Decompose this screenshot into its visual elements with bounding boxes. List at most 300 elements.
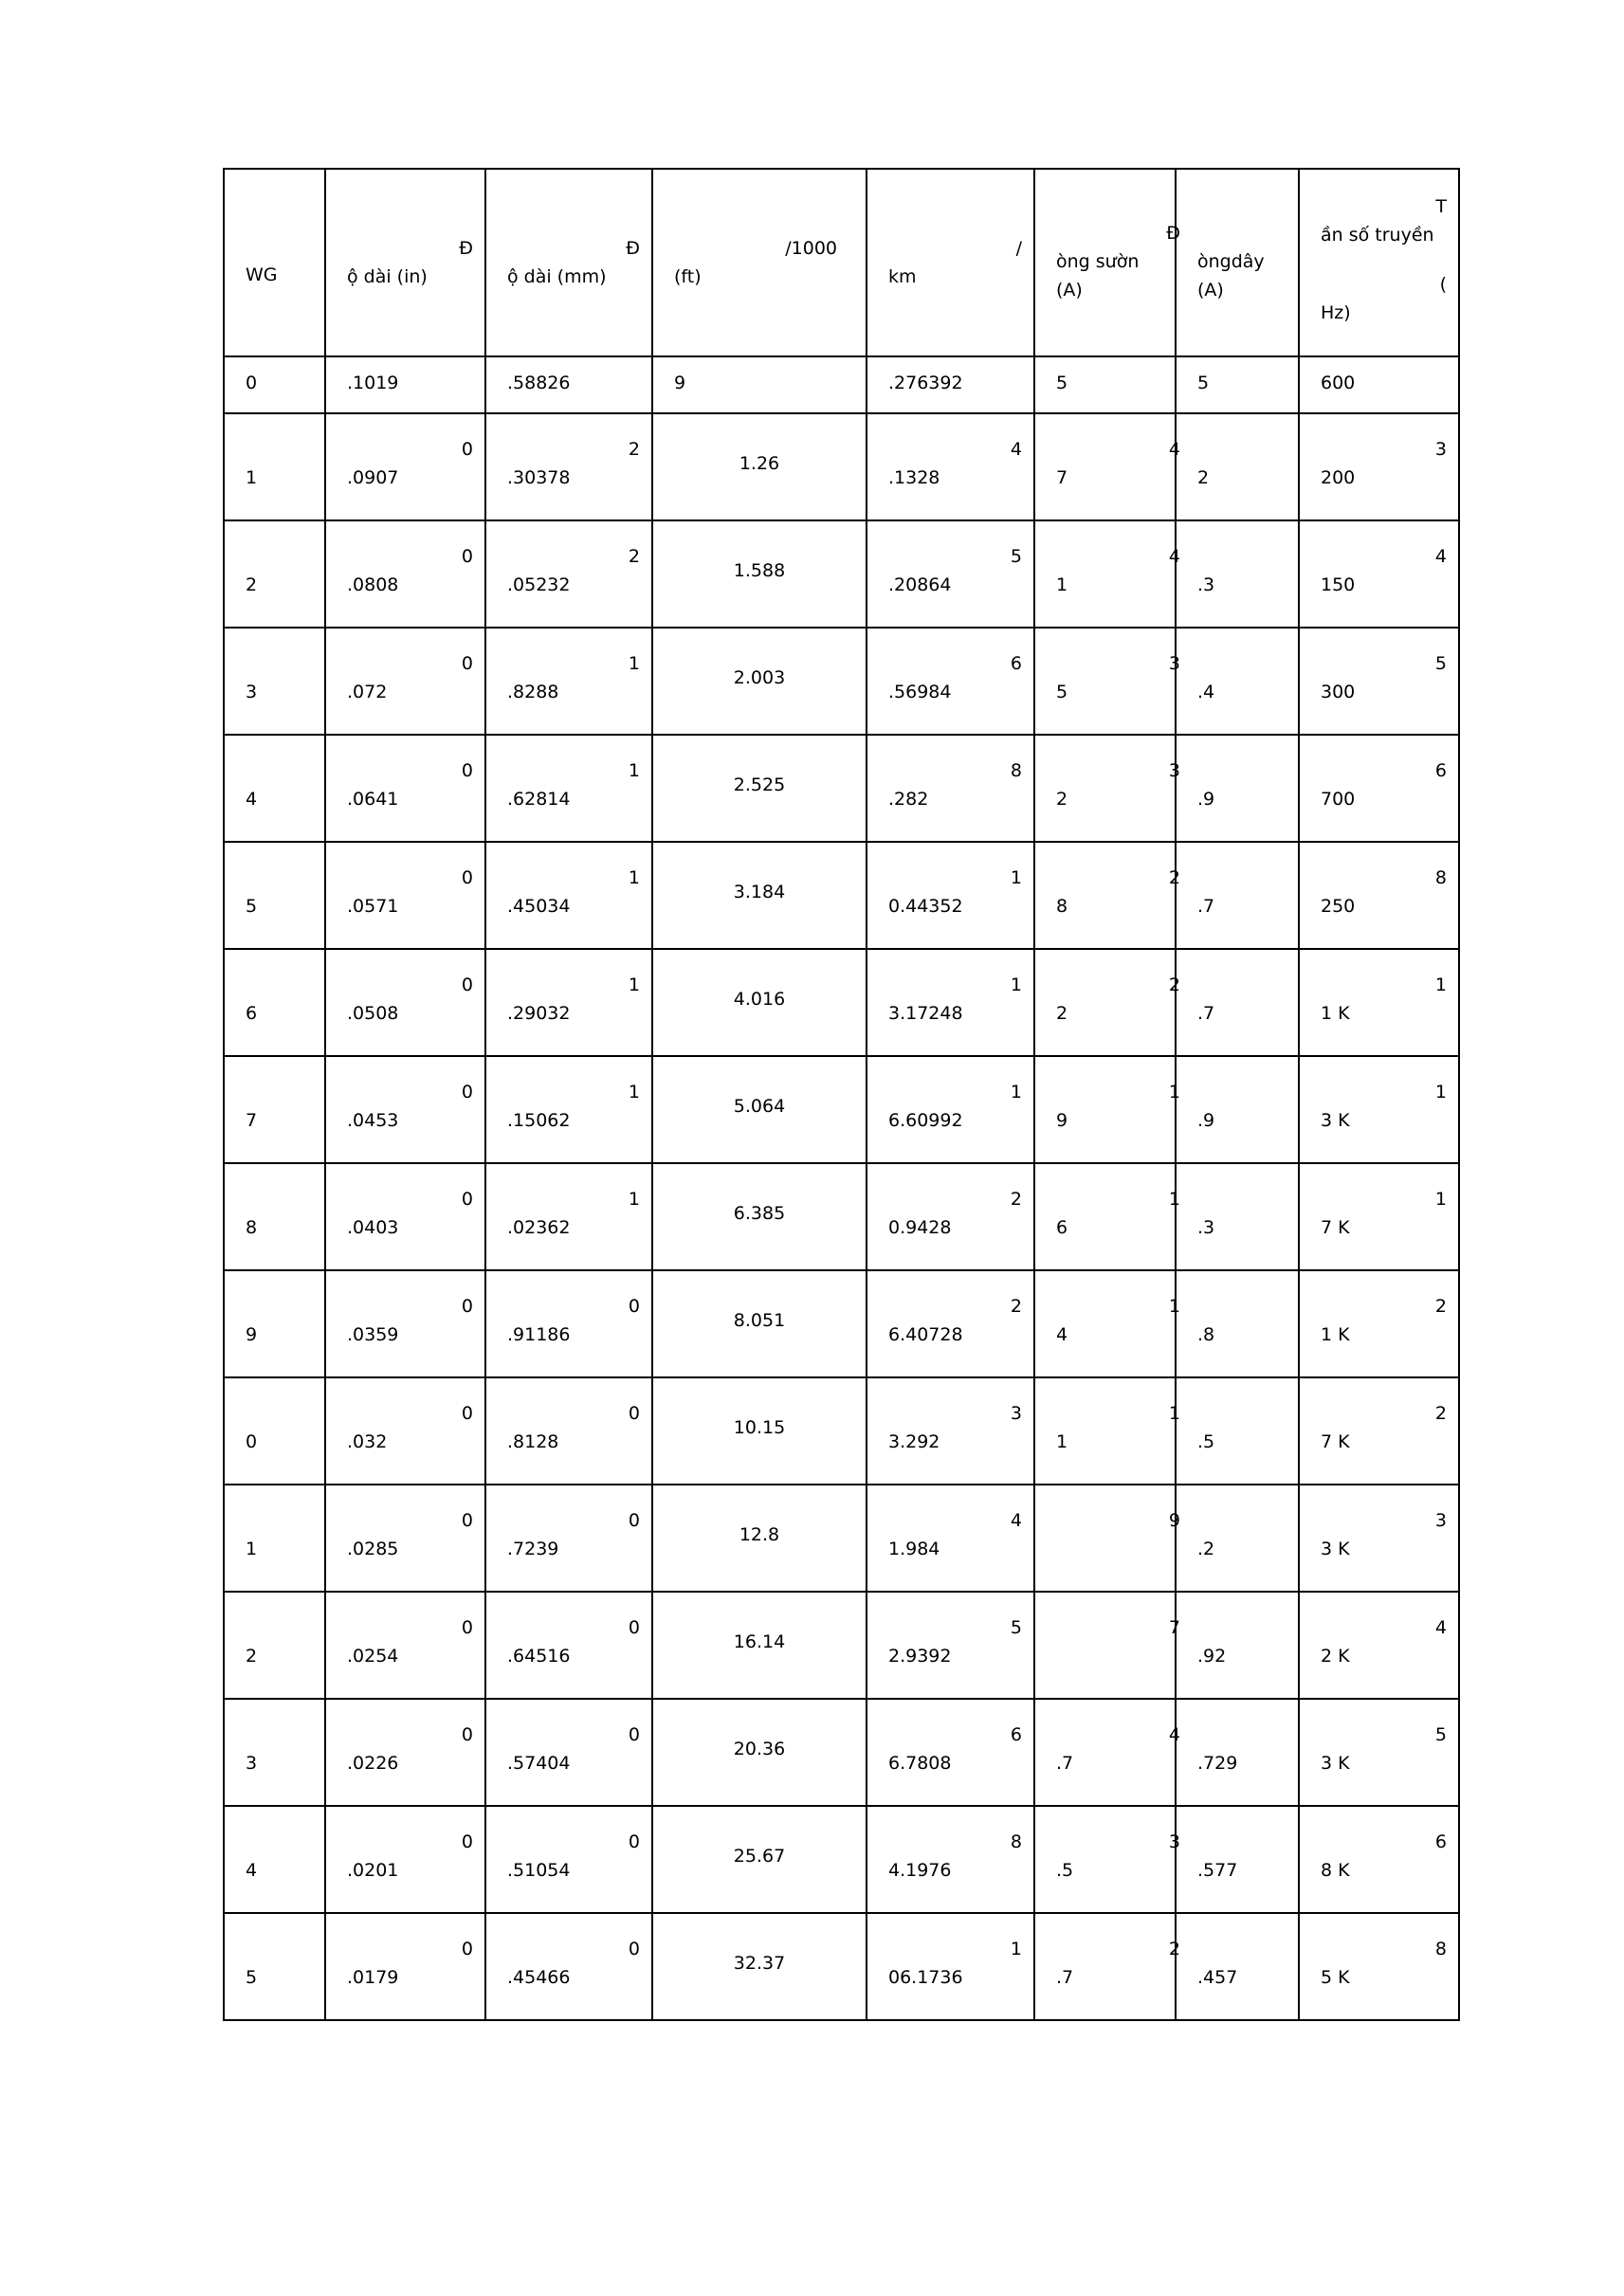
cell-wire-current — [1176, 520, 1299, 628]
cell-ohm-per-1000ft — [652, 1163, 867, 1270]
cell-wire-current — [1176, 735, 1299, 842]
header-diameter-mm-line2: ộ dài (mm) — [507, 266, 607, 287]
cell-chassis-bottom: 5 — [1056, 682, 1068, 702]
cell-awg — [224, 735, 325, 842]
table-row — [224, 1913, 1459, 2020]
cell-in-top: 0 — [461, 1831, 473, 1852]
cell-mm-bottom: .05232 — [507, 574, 571, 595]
cell-ohm-per-km — [867, 628, 1034, 735]
wire-gauge-table — [223, 168, 1460, 2021]
cell-diameter-in — [325, 1377, 485, 1485]
cell-in-bottom: .0359 — [347, 1324, 399, 1345]
table-row — [224, 1163, 1459, 1270]
cell-chassis-bottom: 2 — [1056, 1003, 1068, 1024]
cell-chassis-current — [1034, 520, 1180, 628]
table-row — [224, 1699, 1459, 1806]
cell-wire-current — [1176, 949, 1299, 1056]
cell-chassis-current — [1034, 1699, 1180, 1806]
cell-km-bottom: .56984 — [888, 682, 952, 702]
cell-frequency — [1299, 842, 1459, 949]
cell-frequency — [1299, 413, 1459, 520]
header-cell-chassis-current — [1034, 169, 1180, 356]
header-cell-ohm-per-1000ft — [652, 169, 867, 356]
cell-freq-bottom: 700 — [1321, 789, 1356, 810]
cell-mm-top: 0 — [628, 1724, 640, 1745]
cell-wire-value: .92 — [1197, 1646, 1227, 1667]
cell-freq-top: 5 — [1434, 1724, 1447, 1745]
cell-km-top: 8 — [1010, 760, 1022, 781]
cell-in-bottom: .0907 — [347, 467, 399, 488]
table-cell: 5 — [1176, 356, 1299, 413]
table-row — [224, 735, 1459, 842]
cell-ohm-per-km — [867, 1699, 1034, 1806]
cell-chassis-top: 2 — [1168, 1939, 1180, 1959]
cell-freq-bottom: 250 — [1321, 896, 1356, 917]
cell-in-bottom: .032 — [347, 1431, 388, 1452]
header-cell-frequency — [1299, 169, 1459, 356]
cell-awg — [224, 1699, 325, 1806]
cell-in-bottom: .0179 — [347, 1967, 399, 1988]
cell-in-top: 0 — [461, 439, 473, 460]
cell-frequency — [1299, 628, 1459, 735]
cell-diameter-in — [325, 628, 485, 735]
cell-km-bottom: 0.9428 — [888, 1217, 952, 1238]
cell-ohm-per-km — [867, 1270, 1034, 1377]
cell-diameter-mm — [485, 628, 652, 735]
cell-awg-value: 6 — [246, 1003, 258, 1024]
cell-mm-top: 1 — [628, 867, 640, 888]
cell-km-bottom: 6.7808 — [888, 1753, 952, 1774]
header-freq-line2: ần số truyền — [1321, 225, 1434, 246]
cell-freq-top: 8 — [1434, 867, 1447, 888]
cell-km-bottom: 06.1736 — [888, 1967, 963, 1988]
cell-km-bottom: 6.60992 — [888, 1110, 963, 1131]
cell-awg — [224, 1806, 325, 1913]
cell-awg — [224, 1592, 325, 1699]
cell-in-bottom: .0201 — [347, 1860, 399, 1881]
cell-awg-value: 5 — [246, 1967, 258, 1988]
cell-in-top: 0 — [461, 867, 473, 888]
cell-freq-top: 3 — [1434, 439, 1447, 460]
cell-diameter-mm — [485, 520, 652, 628]
cell-mm-top: 0 — [628, 1296, 640, 1317]
cell-awg-value: 3 — [246, 1753, 258, 1774]
header-ohm-km-line1: / — [1015, 238, 1022, 259]
cell-ohm-per-1000ft — [652, 1592, 867, 1699]
cell-diameter-mm — [485, 1699, 652, 1806]
cell-km-top: 2 — [1010, 1296, 1022, 1317]
cell-ohm-per-km — [867, 1163, 1034, 1270]
cell-awg — [224, 413, 325, 520]
cell-frequency — [1299, 1699, 1459, 1806]
cell-km-bottom: 3.17248 — [888, 1003, 963, 1024]
cell-awg-value: 1 — [246, 467, 258, 488]
cell-in-top: 0 — [461, 1617, 473, 1638]
table-cell: 9 — [652, 356, 867, 413]
cell-mm-top: 1 — [628, 975, 640, 995]
table-row — [224, 1270, 1459, 1377]
cell-diameter-mm — [485, 1485, 652, 1592]
cell-frequency — [1299, 1377, 1459, 1485]
cell-ohm-per-km — [867, 520, 1034, 628]
cell-awg-value: 2 — [246, 574, 258, 595]
cell-diameter-in — [325, 1699, 485, 1806]
cell-wire-current — [1176, 1913, 1299, 2020]
cell-freq-top: 2 — [1434, 1296, 1447, 1317]
cell-chassis-current — [1034, 413, 1180, 520]
cell-chassis-top: 1 — [1168, 1189, 1180, 1210]
cell-awg-value: 2 — [246, 1646, 258, 1667]
cell-freq-bottom: 3 K — [1321, 1110, 1350, 1131]
cell-chassis-bottom: .7 — [1056, 1967, 1074, 1988]
cell-km-bottom: 2.9392 — [888, 1646, 952, 1667]
cell-km-top: 5 — [1010, 1617, 1022, 1638]
cell-mm-top: 1 — [628, 760, 640, 781]
cell-mm-bottom: .29032 — [507, 1003, 571, 1024]
cell-chassis-current — [1034, 949, 1180, 1056]
cell-km-top: 1 — [1010, 1082, 1022, 1102]
header-ohm-ft-line1: /1000 — [785, 238, 837, 259]
cell-awg-value: 4 — [246, 1860, 258, 1881]
cell-ft-value: 1.588 — [733, 560, 786, 581]
cell-freq-top: 1 — [1434, 1082, 1447, 1102]
cell-ohm-per-km — [867, 1377, 1034, 1485]
cell-diameter-mm — [485, 1056, 652, 1163]
cell-diameter-mm — [485, 1806, 652, 1913]
cell-mm-bottom: .30378 — [507, 467, 571, 488]
cell-in-top: 0 — [461, 546, 473, 567]
cell-in-bottom: .0508 — [347, 1003, 399, 1024]
cell-ohm-per-km — [867, 735, 1034, 842]
cell-diameter-in — [325, 1163, 485, 1270]
cell-mm-bottom: .8128 — [507, 1431, 559, 1452]
cell-km-bottom: 1.984 — [888, 1539, 940, 1559]
cell-km-top: 5 — [1010, 546, 1022, 567]
cell-km-top: 3 — [1010, 1403, 1022, 1424]
cell-wire-value: .3 — [1197, 1217, 1215, 1238]
cell-frequency — [1299, 520, 1459, 628]
cell-wire-value: .5 — [1197, 1431, 1215, 1452]
cell-mm-top: 2 — [628, 439, 640, 460]
cell-wire-value: .457 — [1197, 1967, 1238, 1988]
cell-in-bottom: .072 — [347, 682, 388, 702]
table-cell: .58826 — [485, 356, 652, 413]
cell-diameter-in — [325, 1913, 485, 2020]
header-ohm-km-line2: km — [888, 266, 917, 287]
cell-ohm-per-km — [867, 1056, 1034, 1163]
table-row — [224, 1377, 1459, 1485]
cell-mm-bottom: .91186 — [507, 1324, 571, 1345]
cell-awg — [224, 949, 325, 1056]
cell-ft-value: 6.385 — [733, 1203, 786, 1224]
cell-awg-value: 1 — [246, 1539, 258, 1559]
table-row — [224, 520, 1459, 628]
cell-km-bottom: 4.1976 — [888, 1860, 952, 1881]
cell-ft-value: 4.016 — [733, 989, 786, 1010]
cell-diameter-mm — [485, 1270, 652, 1377]
cell-mm-top: 2 — [628, 546, 640, 567]
cell-freq-top: 1 — [1434, 1189, 1447, 1210]
table-row — [224, 949, 1459, 1056]
cell-wire-value: .7 — [1197, 1003, 1215, 1024]
table-row — [224, 842, 1459, 949]
cell-freq-bottom: 1 K — [1321, 1003, 1350, 1024]
cell-mm-bottom: .8288 — [507, 682, 559, 702]
cell-awg — [224, 1163, 325, 1270]
cell-freq-bottom: 8 K — [1321, 1860, 1350, 1881]
header-row — [224, 169, 1459, 356]
cell-km-bottom: .282 — [888, 789, 929, 810]
cell-ft-value: 3.184 — [733, 882, 786, 902]
cell-freq-top: 3 — [1434, 1510, 1447, 1531]
header-chassis-line2: òng sườn — [1056, 251, 1140, 272]
table-cell: 0 — [224, 356, 325, 413]
cell-chassis-top: 3 — [1168, 1831, 1180, 1852]
cell-awg — [224, 628, 325, 735]
cell-frequency — [1299, 735, 1459, 842]
cell-wire-current — [1176, 1699, 1299, 1806]
cell-mm-bottom: .45466 — [507, 1967, 571, 1988]
cell-ft-value: 12.8 — [739, 1524, 780, 1545]
table-cell: .276392 — [867, 356, 1034, 413]
cell-freq-bottom: 300 — [1321, 682, 1356, 702]
cell-in-top: 0 — [461, 1724, 473, 1745]
cell-chassis-bottom: 2 — [1056, 789, 1068, 810]
table-row — [224, 1592, 1459, 1699]
cell-in-top: 0 — [461, 1403, 473, 1424]
cell-diameter-in — [325, 1056, 485, 1163]
cell-in-top: 0 — [461, 760, 473, 781]
cell-diameter-in — [325, 413, 485, 520]
cell-wire-value: 2 — [1197, 467, 1210, 488]
cell-diameter-in — [325, 842, 485, 949]
cell-chassis-bottom: 4 — [1056, 1324, 1068, 1345]
cell-ohm-per-km — [867, 1485, 1034, 1592]
cell-ohm-per-1000ft — [652, 1913, 867, 2020]
cell-km-top: 8 — [1010, 1831, 1022, 1852]
cell-ft-value: 20.36 — [733, 1739, 786, 1759]
cell-freq-top: 6 — [1434, 1831, 1447, 1852]
cell-chassis-bottom: 7 — [1056, 467, 1068, 488]
cell-km-top: 6 — [1010, 1724, 1022, 1745]
cell-diameter-in — [325, 949, 485, 1056]
cell-mm-top: 0 — [628, 1510, 640, 1531]
cell-wire-value: .9 — [1197, 1110, 1215, 1131]
cell-freq-bottom: 200 — [1321, 467, 1356, 488]
cell-wire-value: .729 — [1197, 1753, 1238, 1774]
cell-mm-bottom: .02362 — [507, 1217, 571, 1238]
cell-km-top: 6 — [1010, 653, 1022, 674]
cell-frequency — [1299, 1485, 1459, 1592]
cell-freq-top: 6 — [1434, 760, 1447, 781]
cell-chassis-top: 3 — [1168, 760, 1180, 781]
cell-frequency — [1299, 1913, 1459, 2020]
header-cell-wire-current — [1176, 169, 1299, 356]
cell-awg-value: 4 — [246, 789, 258, 810]
cell-frequency — [1299, 1270, 1459, 1377]
cell-mm-top: 0 — [628, 1617, 640, 1638]
cell-in-bottom: .0254 — [347, 1646, 399, 1667]
cell-chassis-current — [1034, 1485, 1180, 1592]
cell-chassis-current — [1034, 1163, 1180, 1270]
cell-freq-bottom: 3 K — [1321, 1753, 1350, 1774]
cell-km-bottom: 6.40728 — [888, 1324, 963, 1345]
cell-chassis-current — [1034, 628, 1180, 735]
cell-ft-value: 1.26 — [739, 453, 780, 474]
cell-awg-value: 8 — [246, 1217, 258, 1238]
cell-ohm-per-km — [867, 949, 1034, 1056]
cell-mm-bottom: .57404 — [507, 1753, 571, 1774]
table-cell: 600 — [1299, 356, 1459, 413]
cell-in-top: 0 — [461, 1082, 473, 1102]
cell-diameter-in — [325, 735, 485, 842]
cell-diameter-mm — [485, 1163, 652, 1270]
cell-mm-bottom: .7239 — [507, 1539, 559, 1559]
table-row — [224, 628, 1459, 735]
cell-freq-bottom: 2 K — [1321, 1646, 1350, 1667]
cell-in-bottom: .0453 — [347, 1110, 399, 1131]
cell-in-bottom: .0226 — [347, 1753, 399, 1774]
table-row — [224, 1056, 1459, 1163]
cell-wire-value: .4 — [1197, 682, 1215, 702]
cell-chassis-bottom: 1 — [1056, 1431, 1068, 1452]
cell-awg-value: 7 — [246, 1110, 258, 1131]
cell-freq-bottom: 7 K — [1321, 1217, 1350, 1238]
cell-wire-current — [1176, 1377, 1299, 1485]
cell-in-bottom: .0808 — [347, 574, 399, 595]
cell-awg — [224, 520, 325, 628]
cell-ohm-per-1000ft — [652, 413, 867, 520]
cell-freq-bottom: 1 K — [1321, 1324, 1350, 1345]
cell-chassis-current — [1034, 1056, 1180, 1163]
cell-ohm-per-km — [867, 842, 1034, 949]
table-row — [224, 356, 1459, 413]
cell-mm-top: 1 — [628, 1082, 640, 1102]
cell-in-top: 0 — [461, 1510, 473, 1531]
cell-mm-top: 1 — [628, 1189, 640, 1210]
cell-chassis-bottom: 8 — [1056, 896, 1068, 917]
cell-awg — [224, 1485, 325, 1592]
cell-freq-top: 2 — [1434, 1403, 1447, 1424]
header-freq-line3: ( — [1439, 274, 1447, 295]
header-diameter-mm-line1: Đ — [626, 238, 640, 259]
cell-chassis-bottom: .7 — [1056, 1753, 1074, 1774]
cell-wire-value: .2 — [1197, 1539, 1215, 1559]
cell-freq-top: 8 — [1434, 1939, 1447, 1959]
cell-mm-bottom: .51054 — [507, 1860, 571, 1881]
cell-awg — [224, 1270, 325, 1377]
cell-wire-current — [1176, 1163, 1299, 1270]
header-diameter-in-line1: Đ — [459, 238, 473, 259]
cell-diameter-in — [325, 1485, 485, 1592]
cell-diameter-in — [325, 1592, 485, 1699]
cell-wire-value: .577 — [1197, 1860, 1238, 1881]
cell-in-bottom: .0403 — [347, 1217, 399, 1238]
cell-mm-top: 1 — [628, 653, 640, 674]
cell-chassis-current — [1034, 1377, 1180, 1485]
cell-ohm-per-1000ft — [652, 1806, 867, 1913]
cell-awg-value: 0 — [246, 1431, 258, 1452]
cell-chassis-top: 4 — [1168, 439, 1180, 460]
header-chassis-line1: Đ — [1166, 223, 1180, 244]
cell-ohm-per-1000ft — [652, 1699, 867, 1806]
cell-diameter-mm — [485, 1913, 652, 2020]
header-ohm-ft-line2: (ft) — [674, 266, 702, 287]
cell-mm-bottom: .64516 — [507, 1646, 571, 1667]
cell-chassis-bottom: 1 — [1056, 574, 1068, 595]
cell-in-top: 0 — [461, 1939, 473, 1959]
cell-wire-current — [1176, 628, 1299, 735]
cell-diameter-mm — [485, 735, 652, 842]
cell-km-top: 2 — [1010, 1189, 1022, 1210]
cell-wire-value: .8 — [1197, 1324, 1215, 1345]
cell-mm-bottom: .62814 — [507, 789, 571, 810]
cell-km-top: 4 — [1010, 439, 1022, 460]
cell-ohm-per-1000ft — [652, 520, 867, 628]
table-row — [224, 1806, 1459, 1913]
header-chassis-line3: (A) — [1056, 280, 1083, 301]
cell-chassis-bottom: 6 — [1056, 1217, 1068, 1238]
cell-chassis-top: 9 — [1168, 1510, 1180, 1531]
table-cell: .1019 — [325, 356, 485, 413]
header-wire-line2: òngdây — [1197, 251, 1265, 272]
cell-wire-current — [1176, 842, 1299, 949]
header-cell-diameter-mm — [485, 169, 652, 356]
cell-chassis-top: 1 — [1168, 1296, 1180, 1317]
cell-chassis-top: 3 — [1168, 653, 1180, 674]
cell-chassis-current — [1034, 1270, 1180, 1377]
header-wire-line3: (A) — [1197, 280, 1224, 301]
header-cell-diameter-in — [325, 169, 485, 356]
cell-chassis-top: 7 — [1168, 1617, 1180, 1638]
cell-ohm-per-1000ft — [652, 1270, 867, 1377]
cell-diameter-mm — [485, 413, 652, 520]
cell-ft-value: 8.051 — [733, 1310, 786, 1331]
cell-in-top: 0 — [461, 975, 473, 995]
cell-ft-value: 2.525 — [733, 774, 786, 795]
cell-in-top: 0 — [461, 653, 473, 674]
cell-freq-bottom: 3 K — [1321, 1539, 1350, 1559]
header-cell-ohm-per-km — [867, 169, 1034, 356]
cell-freq-top: 1 — [1434, 975, 1447, 995]
cell-awg — [224, 1056, 325, 1163]
cell-wire-current — [1176, 1592, 1299, 1699]
cell-ohm-per-km — [867, 1592, 1034, 1699]
cell-chassis-top: 2 — [1168, 867, 1180, 888]
cell-wire-value: .9 — [1197, 789, 1215, 810]
cell-chassis-top: 4 — [1168, 1724, 1180, 1745]
cell-ohm-per-1000ft — [652, 628, 867, 735]
cell-awg-value: 5 — [246, 896, 258, 917]
cell-in-top: 0 — [461, 1296, 473, 1317]
cell-diameter-mm — [485, 842, 652, 949]
cell-chassis-bottom: 9 — [1056, 1110, 1068, 1131]
cell-wire-current — [1176, 1806, 1299, 1913]
cell-chassis-top: 2 — [1168, 975, 1180, 995]
cell-diameter-in — [325, 520, 485, 628]
cell-diameter-mm — [485, 949, 652, 1056]
cell-ohm-per-km — [867, 413, 1034, 520]
cell-ohm-per-1000ft — [652, 1485, 867, 1592]
cell-awg — [224, 1377, 325, 1485]
cell-in-top: 0 — [461, 1189, 473, 1210]
cell-mm-top: 0 — [628, 1939, 640, 1959]
cell-awg-value: 3 — [246, 682, 258, 702]
header-awg-label: WG — [246, 264, 278, 285]
header-freq-line4: Hz) — [1321, 302, 1351, 323]
cell-chassis-current — [1034, 735, 1180, 842]
cell-wire-value: .7 — [1197, 896, 1215, 917]
